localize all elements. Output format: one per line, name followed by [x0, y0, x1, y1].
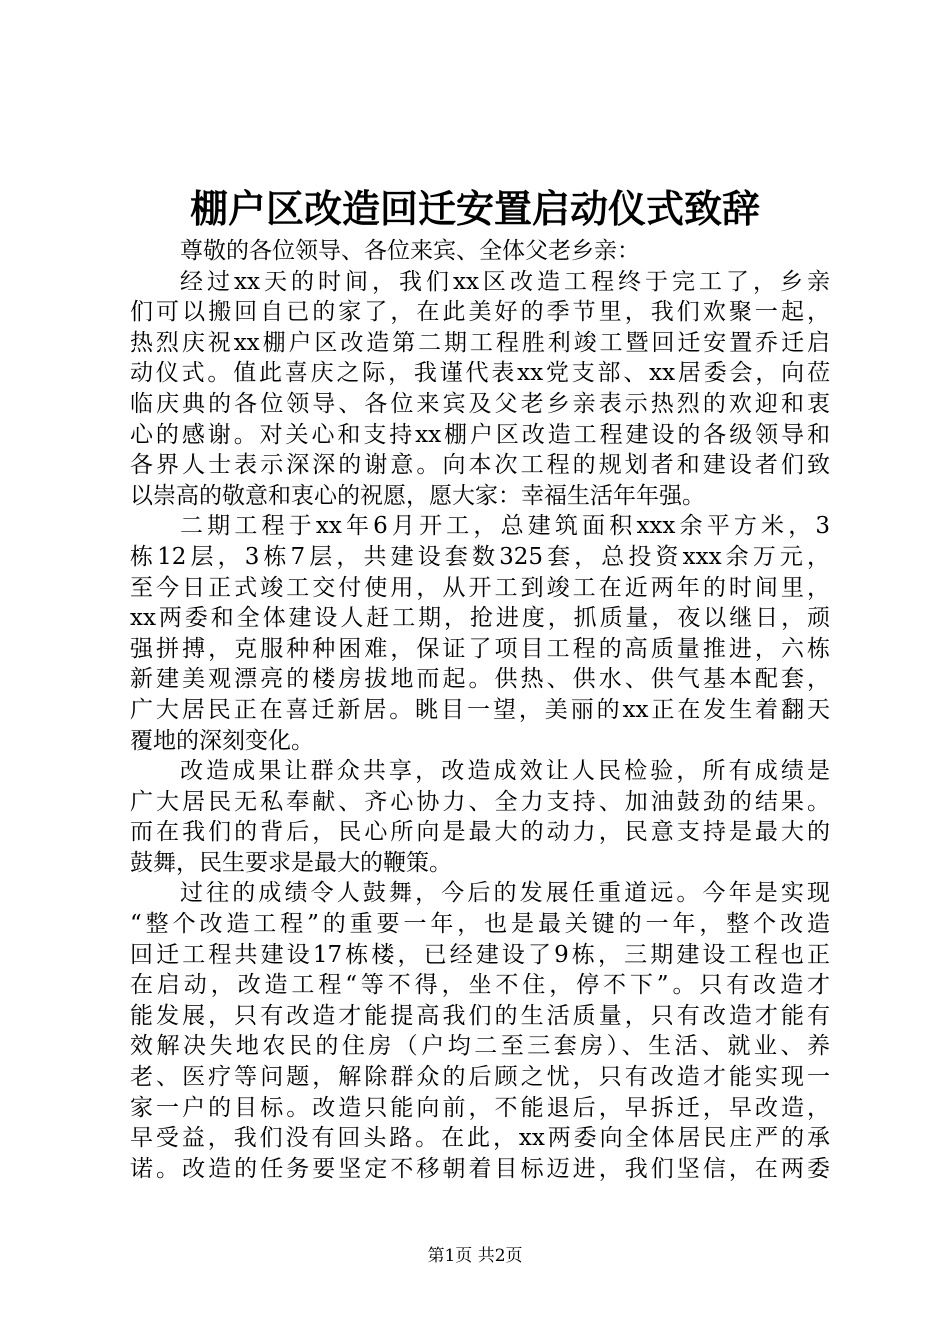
paragraph-2-line: xx两委和全体建设人赶工期，抢进度，抓质量，夜以继日，顽 — [130, 605, 830, 632]
paragraph-2-line: 新建美观漂亮的楼房拔地而起。供热、供水、供气基本配套， — [130, 666, 830, 693]
paragraph-2-line: 覆地的深刻变化。 — [130, 727, 314, 754]
paragraph-4-line: 老、医疗等问题，解除群众的后顾之忧，只有改造才能实现一 — [130, 1064, 830, 1091]
salutation-line: 尊敬的各位领导、各位来宾、全体父老乡亲： — [180, 238, 640, 264]
paragraph-4-line: 诺。改造的任务要坚定不移朝着目标迈进，我们坚信，在两委 — [130, 1155, 830, 1182]
paragraph-4-line: 效解决失地农民的住房（户均二至三套房）、生活、就业、养 — [130, 1033, 830, 1060]
page-number-footer: 第1页 共2页 — [427, 1246, 523, 1266]
paragraph-3-line: 改造成果让群众共享，改造成效让人民检验，所有成绩是 — [180, 758, 830, 785]
paragraph-4-line: 家一户的目标。改造只能向前，不能退后，早拆迁，早改造， — [130, 1094, 830, 1121]
paragraph-2-line: 栋12层，3栋7层，共建设套数325套，总投资xxx余万元， — [130, 543, 830, 570]
paragraph-1-line: 们可以搬回自已的家了，在此美好的季节里，我们欢聚一起， — [130, 299, 830, 326]
paragraph-3-line: 而在我们的背后，民心所向是最大的动力，民意支持是最大的 — [130, 819, 830, 846]
paragraph-4-line: 回迁工程共建设17栋楼，已经建设了9栋，三期建设工程也正 — [130, 941, 830, 968]
paragraph-3-line: 广大居民无私奉献、齐心协力、全力支持、加油鼓劲的结果。 — [130, 788, 830, 815]
paragraph-1-line: 以崇高的敬意和衷心的祝愿，愿大家：幸福生活年年强。 — [130, 482, 705, 509]
paragraph-1-line: 各界人士表示深深的谢意。向本次工程的规划者和建设者们致 — [130, 452, 830, 479]
paragraph-1-line: 动仪式。值此喜庆之际，我谨代表xx党支部、xx居委会，向莅 — [130, 360, 830, 387]
paragraph-2-line: 至今日正式竣工交付使用，从开工到竣工在近两年的时间里， — [130, 574, 830, 601]
paragraph-1-line: 心的感谢。对关心和支持xx棚户区改造工程建设的各级领导和 — [130, 421, 830, 448]
document-title: 棚户区改造回迁安置启动仪式致辞 — [189, 186, 760, 231]
paragraph-4-line: 早受益，我们没有回头路。在此，xx两委向全体居民庄严的承 — [130, 1125, 830, 1152]
paragraph-2-line: 二期工程于xx年6月开工，总建筑面积xxx余平方米，3 — [180, 513, 830, 540]
paragraph-1-line: 临庆典的各位领导、各位来宾及父老乡亲表示热烈的欢迎和衷 — [130, 390, 830, 417]
paragraph-4-line: 能发展，只有改造才能提高我们的生活质量，只有改造才能有 — [130, 1002, 830, 1029]
paragraph-1-line: 经过xx天的时间，我们xx区改造工程终于完工了，乡亲 — [180, 268, 830, 295]
paragraph-2-line: 广大居民正在喜迁新居。眺目一望，美丽的xx正在发生着翻天 — [130, 696, 830, 723]
paragraph-4-line: 过往的成绩令人鼓舞，今后的发展任重道远。今年是实现 — [180, 880, 830, 907]
paragraph-4-line: “整个改造工程”的重要一年，也是最关键的一年，整个改造 — [130, 911, 830, 938]
paragraph-4-line: 在启动，改造工程“等不得，坐不住，停不下”。只有改造才 — [130, 972, 830, 999]
paragraph-3-line: 鼓舞，民生要求是最大的鞭策。 — [130, 849, 452, 876]
paragraph-1-line: 热烈庆祝xx棚户区改造第二期工程胜利竣工暨回迁安置乔迁启 — [130, 329, 830, 356]
paragraph-2-line: 强拼搏，克服种种困难，保证了项目工程的高质量推进，六栋 — [130, 635, 830, 662]
document-body — [130, 236, 830, 1184]
